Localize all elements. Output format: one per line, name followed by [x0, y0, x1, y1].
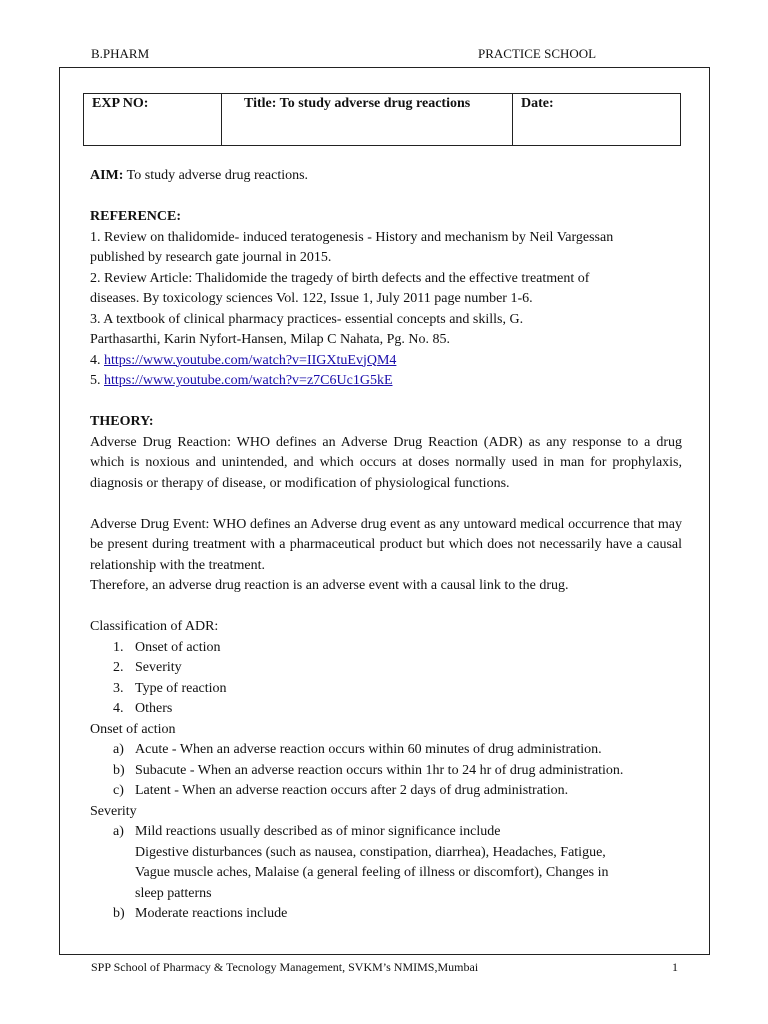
onset-item: b) Subacute - When an adverse reaction occurs within 1hr to 24 hr of drug administration. — [113, 762, 624, 778]
page-number: 1 — [672, 960, 678, 974]
adr-definition: Adverse Drug Reaction: WHO defines an Adverse Drug Reaction (ADR) as any response to a drug which is noxious and unintended, and which occurs at doses normally used in man for prophylaxis, diagnosis or therapy of disease, or modification of physiological functions. — [90, 434, 682, 491]
reference-4-link[interactable]: https://www.youtube.com/watch?v=IIGXtuEvjQM4 — [104, 352, 397, 368]
experiment-header-table — [83, 93, 681, 146]
exp-no-cell: EXP NO: — [84, 94, 222, 145]
reference-4-prefix: 4. — [90, 352, 104, 368]
aim-text: To study adverse drug reactions. — [123, 168, 309, 183]
reference-heading: REFERENCE: — [90, 209, 182, 224]
title-cell: Title: To study adverse drug reactions — [222, 94, 513, 145]
reference-2-line-1: 2. Review Article: Thalidomide the tragedy of birth defects and the effective treatment of — [90, 270, 590, 286]
reference-4 — [90, 351, 682, 372]
severity-mild-detail-3: sleep patterns — [135, 885, 212, 901]
header-left: B.PHARM — [91, 46, 150, 61]
severity-mild-detail-2: Vague muscle aches, Malaise (a general feeling of illness or discomfort), Changes in — [135, 865, 609, 880]
onset-heading: Onset of action — [90, 721, 176, 737]
reference-3-line-2: Parthasarthi, Karin Nyfort-Hansen, Milap C Nahata, Pg. No. 85. — [90, 332, 451, 347]
ade-definition: Adverse Drug Event: WHO defines an Adverse drug event as any untoward medical occurrence that may be present during treatment with a pharmaceutical product but which does not necessarily have a causal relationship with the treatment. — [90, 516, 682, 573]
reference-1-line-2: published by research gate journal in 2015. — [90, 250, 332, 265]
date-cell: Date: — [521, 96, 554, 111]
onset-item: a) Acute - When an adverse reaction occurs within 60 minutes of drug administration. — [113, 742, 602, 757]
classification-item: 3. Type of reaction — [113, 680, 227, 696]
therefore-statement: Therefore, an adverse drug reaction is an adverse event with a causal link to the drug. — [90, 578, 569, 593]
document-body — [90, 166, 682, 925]
footer-text: SPP School of Pharmacy & Tecnology Management, SVKM’s NMIMS,Mumbai — [91, 960, 479, 974]
severity-item-mild: a) Mild reactions usually described as of minor significance include — [113, 824, 501, 839]
classification-heading: Classification of ADR: — [90, 619, 219, 634]
reference-2-line-2: diseases. By toxicology sciences Vol. 122, Issue 1, July 2011 page number 1-6. — [90, 291, 533, 306]
severity-mild-detail-1: Digestive disturbances (such as nausea, constipation, diarrhea), Headaches, Fatigue, — [135, 844, 606, 860]
classification-item: 2. Severity — [113, 660, 182, 675]
severity-item-moderate: b) Moderate reactions include — [113, 906, 288, 921]
header-right: PRACTICE SCHOOL — [478, 46, 597, 61]
reference-1-line-1: 1. Review on thalidomide- induced teratogenesis - History and mechanism by Neil Vargessan — [90, 229, 614, 245]
classification-item: 4. Others — [113, 701, 173, 716]
aim-label: AIM: — [90, 168, 124, 183]
reference-5-prefix: 5. — [90, 373, 104, 388]
theory-heading: THEORY: — [90, 414, 154, 429]
onset-item: c) Latent - When an adverse reaction occurs after 2 days of drug administration. — [113, 783, 569, 798]
classification-item: 1. Onset of action — [113, 639, 221, 655]
reference-5-link[interactable]: https://www.youtube.com/watch?v=z7C6Uc1G5kE — [104, 373, 393, 388]
severity-heading: Severity — [90, 803, 137, 819]
reference-3-line-1: 3. A textbook of clinical pharmacy practices- essential concepts and skills, G. — [90, 311, 524, 327]
reference-5 — [90, 371, 682, 392]
aim-line — [90, 166, 682, 187]
